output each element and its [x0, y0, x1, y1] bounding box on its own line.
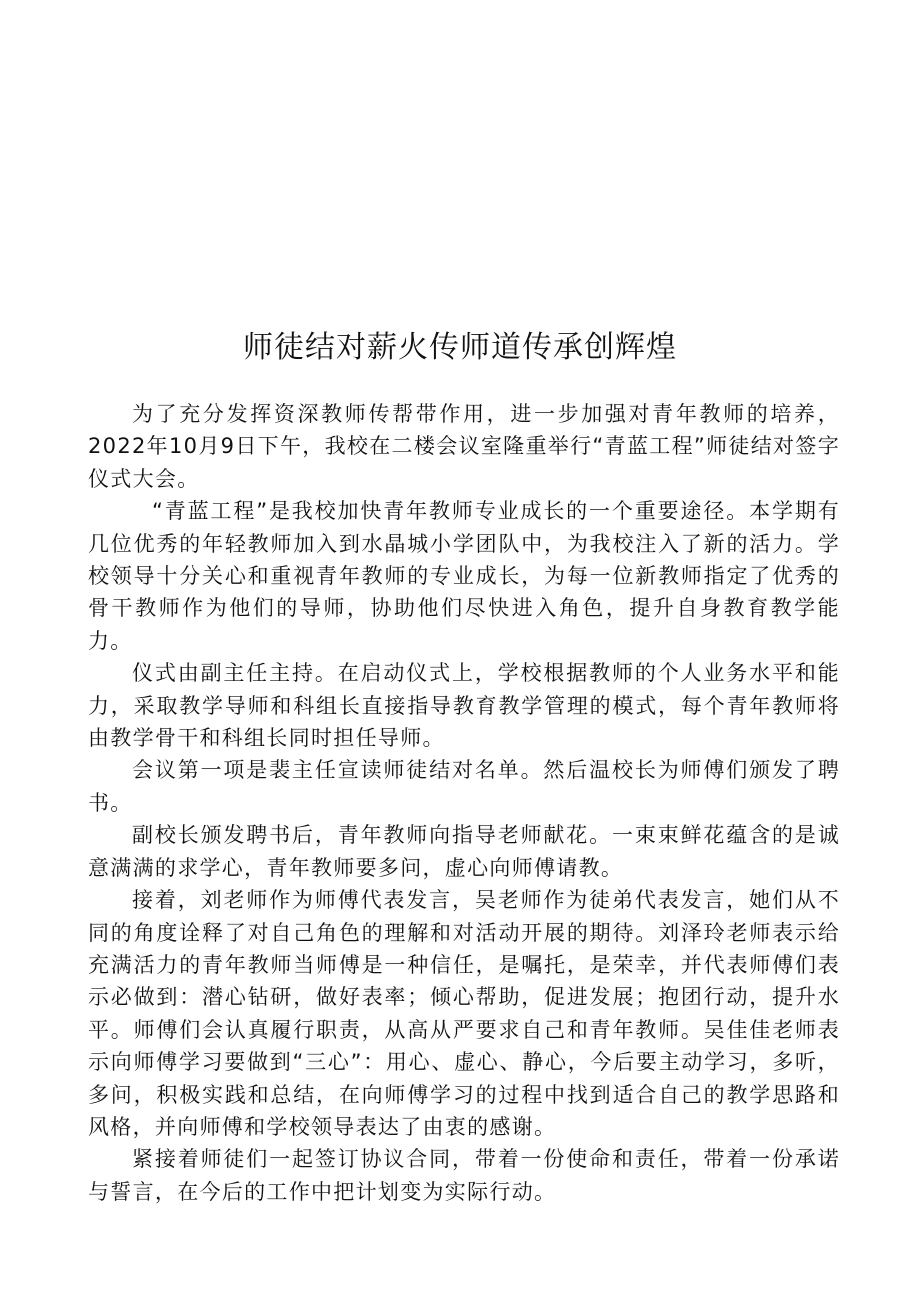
- paragraph-signing: 紧接着师徒们一起签订协议合同，带着一份使命和责任，带着一份承诺与誓言，在今后的工作中把计划变为实际行动。: [88, 1147, 840, 1204]
- paragraph-speeches: 接着，刘老师作为师傅代表发言，吴老师作为徒弟代表发言，她们从不同的角度诠释了对自己角色的理解和对活动开展的期待。刘泽玲老师表示给充满活力的青年教师当师傅是一种信任，是嘱托，是荣幸，并代表师傅们表示必做到：潜心钻研，做好表率；倾心帮助，促进发展；抱团行动，提升水平。师傅们会认真履行职责，从高从严要求自己和青年教师。吴佳佳老师表示向师傅学习要做到“三心”：用心、虚心、静心，今后要主动学习，多听，多问，积极实践和总结，在向师傅学习的过程中找到适合自己的教学思路和风格，并向师傅和学校领导表达了由衷的感谢。: [88, 888, 840, 1139]
- paragraph-qinglan-project: “青蓝工程”是我校加快青年教师专业成长的一个重要途径。本学期有几位优秀的年轻教师加入到水晶城小学团队中，为我校注入了新的活力。学校领导十分关心和重视青年教师的专业成长，为每一位新教师指定了优秀的骨干教师作为他们的导师，协助他们尽快进入角色，提升自身教育教学能力。: [88, 499, 840, 653]
- paragraph-ceremony-host: 仪式由副主任主持。在启动仪式上，学校根据教师的个人业务水平和能力，采取教学导师和科组长直接指导教育教学管理的模式，每个青年教师将由教学骨干和科组长同时担任导师。: [88, 661, 840, 751]
- document-body: [88, 398, 840, 1208]
- paragraph-intro: 为了充分发挥资深教师传帮带作用，进一步加强对青年教师的培养，2022年10月9日下午，我校在二楼会议室隆重举行“青蓝工程”师徒结对签字仪式大会。: [88, 402, 840, 491]
- paragraph-flowers: 副校长颁发聘书后，青年教师向指导老师献花。一束束鲜花蕴含的是诚意满满的求学心，青年教师要多问，虚心向师傅请教。: [88, 823, 840, 880]
- paragraph-first-item: 会议第一项是裴主任宣读师徒结对名单。然后温校长为师傅们颁发了聘书。: [88, 758, 840, 815]
- document-title: 师徒结对薪火传师道传承创辉煌: [243, 330, 677, 365]
